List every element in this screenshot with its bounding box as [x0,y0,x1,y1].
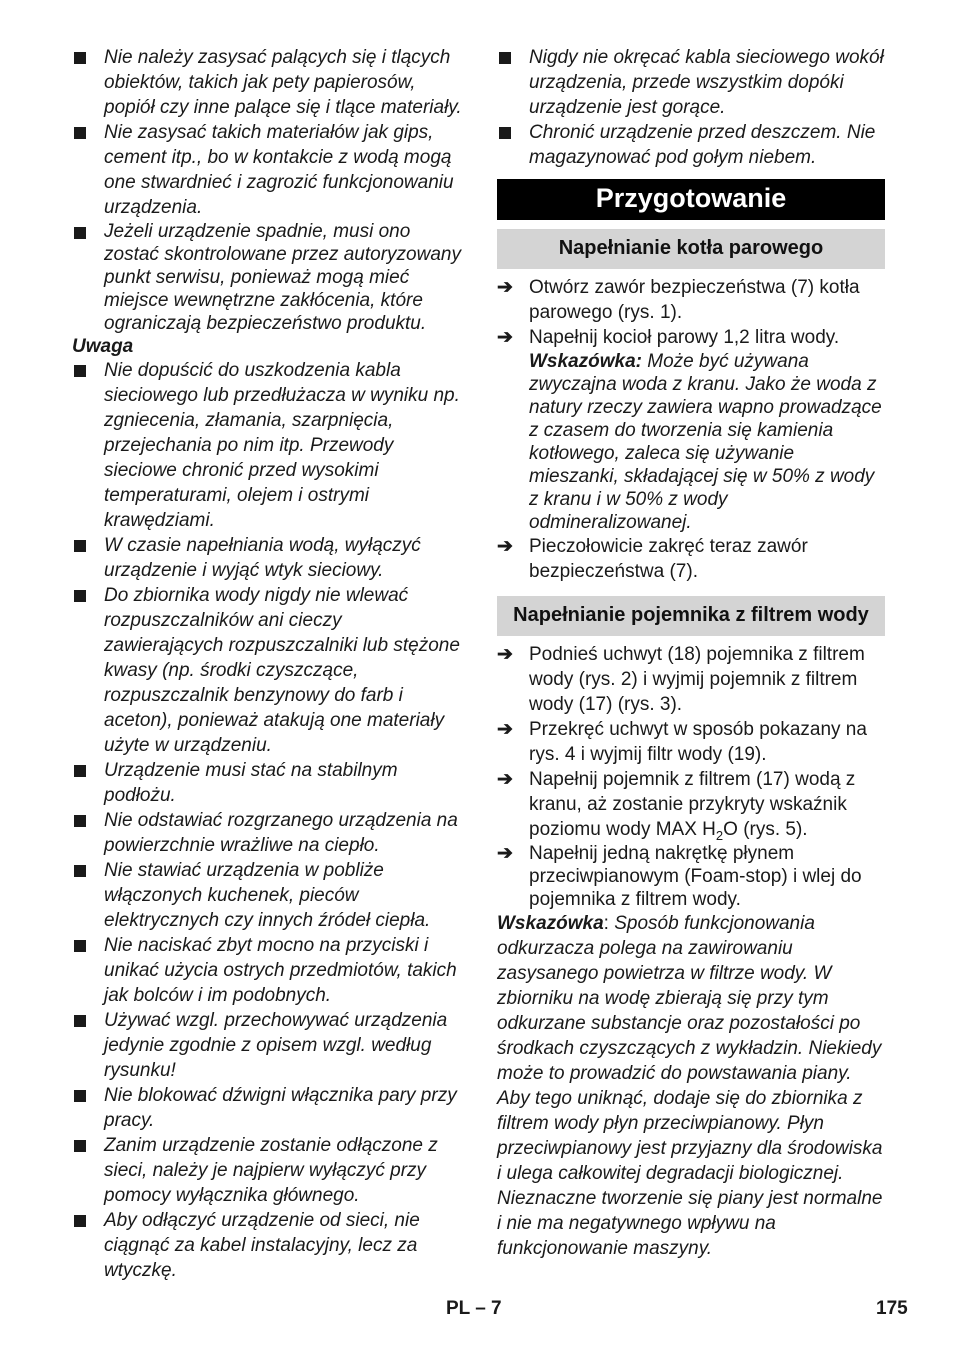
arrow-right-icon: ➔ [497,644,513,665]
uwaga-label: Uwaga [72,336,134,357]
list-item: Nie należy zasysać palących się i tlących obiektów, takich jak pety papierosów, popiół czy inne palące się i tlące materiały. [72,45,464,120]
list-item: Nie stawiać urządzenia w pobliże włączonych kuchenek, pieców elektrycznych czy innych źródeł ciepła. [72,858,464,933]
step-item: ➔ Przekręć uchwyt w sposób pokazany na rys. 4 i wyjmij filtr wody (19). [497,719,867,765]
list-item: Używać wzgl. przechowywać urządzenia jedynie zgodnie z opisem wzgl. według rysunku! [72,1008,464,1083]
list-item: Nie dopuścić do uszkodzenia kabla sieciowego lub przedłużacza w wyniku np. zgniecenia, złamania, szarpnięcia, przejechania po nim itp. Przewody sieciowe chronić przed wysokimi temperaturami, olejem i ostrymi krawędziami. [72,358,464,533]
step-item: ➔ Napełnij pojemnik z filtrem (17) wodą z kranu, aż zostanie przykryty wskaźnik poziomu wody MAX $H_2O$ (rys. 5). [497,769,856,843]
step-item: ➔ Podnieś uchwyt (18) pojemnika z filtrem wody (rys. 2) i wyjmij pojemnik z filtrem wody (17) (rys. 3). [497,644,865,715]
left-column [72,45,464,1283]
list-item: Nie odstawiać rozgrzanego urządzenia na powierzchnie wrażliwe na ciepło. [72,808,464,858]
square-bullet-icon [74,227,86,239]
step-item: ➔ Napełnij kocioł parowy 1,2 litra wody. [497,327,840,348]
list-item: Nigdy nie okręcać kabla sieciowego wokół urządzenia, przede wszystkim dopóki urządzenie jest gorące. [497,45,885,120]
list-item: Nie blokować dźwigni włącznika pary przy pracy. [72,1083,464,1133]
note: Wskazówka: Sposób funkcjonowania odkurzacza polega na zawirowaniu zasysanego powietrza w filtrze wody. W zbiorniku na wodę zbierają się przy tym odkurzane substancje oraz pozostałości po środkach czyszczących z wykładzin. Niekiedy może to prowadzić do powstawania piany. Aby tego uniknąć, dodaje się do zbiornika z filtrem wody płyn przeciwpianowy. Płyn przeciwpianowy jest przyjazny dla środowiska i ulega całkowitej degradacji biologicznej. Nieznaczne tworzenie się piany jest normalne i nie ma negatywnego wpływu na funkcjonowanie maszyny. [497,913,883,1259]
square-bullet-icon [74,365,86,377]
square-bullet-icon [74,1015,86,1027]
list-item: Nie naciskać zbyt mocno na przyciski i unikać użycia ostrych przedmiotów, takich jak bolców i im podobnych. [72,933,464,1008]
square-bullet-icon [74,52,86,64]
list-item: Nie zasysać takich materiałów jak gips, cement itp., bo w kontakcie z wodą mogą one stwardnieć i zagrozić funkcjonowaniu urządzenia. [72,120,464,220]
list-item: W czasie napełniania wodą, wyłączyć urządzenie i wyjąć wtyk sieciowy. [72,533,464,583]
square-bullet-icon [74,865,86,877]
subsection-title-filter: Napełnianie pojemnika z filtrem wody [497,596,885,636]
square-bullet-icon [74,1140,86,1152]
right-column [497,45,885,1261]
step-item: ➔ Otwórz zawór bezpieczeństwa (7) kotła parowego (rys. 1). [497,277,860,323]
square-bullet-icon [499,127,511,139]
square-bullet-icon [74,1090,86,1102]
step-item: ➔ Pieczołowicie zakręć teraz zawór bezpieczeństwa (7). [497,536,808,582]
arrow-right-icon: ➔ [497,843,513,864]
arrow-right-icon: ➔ [497,327,513,348]
square-bullet-icon [74,815,86,827]
list-item: Chronić urządzenie przed deszczem. Nie magazynować pod gołym niebem. [497,120,885,170]
arrow-right-icon: ➔ [497,769,513,790]
list-item: Do zbiornika wody nigdy nie wlewać rozpuszczalników ani cieczy zawierających rozpuszczalniki lub stężone kwasy (np. środki czyszczące, rozpuszczalnik benzynowy do farb i aceton), ponieważ atakują one materiały użyte w urządzeniu. [72,583,464,758]
arrow-right-icon: ➔ [497,277,513,298]
square-bullet-icon [74,940,86,952]
square-bullet-icon [74,590,86,602]
list-item: Zanim urządzenie zostanie odłączone z sieci, należy je najpierw wyłączyć przy pomocy wyłącznika głównego. [72,1133,464,1208]
page-number: 175 [876,1298,908,1319]
section-title: Przygotowanie [497,179,885,220]
subsection-title-boiler: Napełnianie kotła parowego [497,229,885,269]
square-bullet-icon [74,765,86,777]
square-bullet-icon [74,127,86,139]
list-item: Jeżeli urządzenie spadnie, musi ono zostać skontrolowane przez autoryzowany punkt serwisu, ponieważ mogą mieć miejsce wewnętrzne zakłócenia, które ograniczają bezpieczeństwo produktu. [72,220,464,335]
square-bullet-icon [74,540,86,552]
note: Wskazówka: Może być używana zwyczajna woda z kranu. Jako że woda z natury rzeczy zawiera wapno prowadzące z czasem do tworzenia się kamienia kotłowego, zaleca się używanie mieszanki, składającej się w 50% z wody z kranu i w 50% z wody odmineralizowanej. [529,351,882,533]
square-bullet-icon [74,1215,86,1227]
list-item: Aby odłączyć urządzenie od sieci, nie ciągnąć za kabel instalacyjny, lecz za wtyczkę. [72,1208,464,1283]
arrow-right-icon: ➔ [497,719,513,740]
arrow-right-icon: ➔ [497,536,513,557]
footer-section-label: PL – 7 [446,1298,502,1319]
square-bullet-icon [499,52,511,64]
step-item: ➔ Napełnij jedną nakrętkę płynem przeciwpianowym (Foam-stop) i wlej do pojemnika z filtrem wody. [497,843,862,910]
list-item: Urządzenie musi stać na stabilnym podłożu. [72,758,464,808]
